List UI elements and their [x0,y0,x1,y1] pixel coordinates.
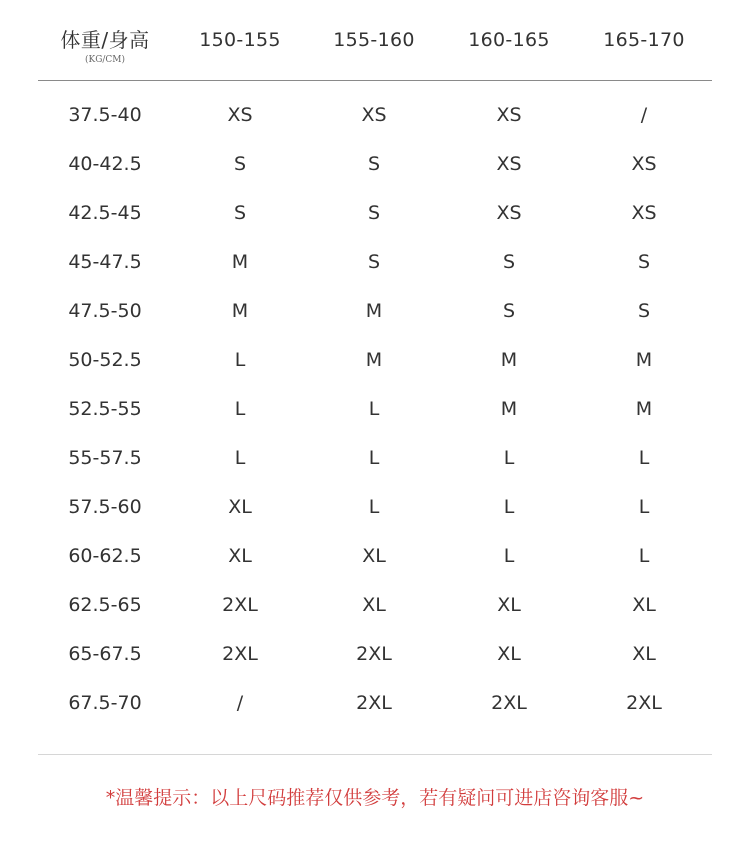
size-cell: L [638,545,650,567]
size-cell: XL [228,496,252,518]
weight-cell: 50-52.5 [68,349,142,371]
size-cell: M [231,300,249,322]
table-row [38,630,712,679]
weight-cell: 65-67.5 [68,643,142,665]
table-row [38,483,712,532]
size-cell: XL [228,545,252,567]
header-title: 体重/身高 [60,28,150,52]
table-row [38,91,712,140]
size-cell: S [502,300,516,322]
header-height-col: 160-165 [468,29,550,51]
size-cell: XS [496,153,522,175]
size-cell: S [367,202,381,224]
size-cell: 2XL [222,643,258,665]
weight-cell: 67.5-70 [68,692,142,714]
size-cell: XS [631,153,657,175]
weight-cell: 57.5-60 [68,496,142,518]
size-cell: XL [362,545,386,567]
weight-cell: 60-62.5 [68,545,142,567]
size-cell: XL [632,594,656,616]
weight-cell: 40-42.5 [68,153,142,175]
size-cell: XL [497,594,521,616]
size-cell: XS [227,104,253,126]
size-cell: XS [496,202,522,224]
size-cell: L [234,447,246,469]
size-cell: XS [496,104,522,126]
size-cell: L [503,447,515,469]
weight-cell: 62.5-65 [68,594,142,616]
size-cell: XS [361,104,387,126]
size-cell: M [500,349,518,371]
size-cell: 2XL [356,643,392,665]
size-cell: L [638,496,650,518]
size-cell: M [231,251,249,273]
weight-cell: 55-57.5 [68,447,142,469]
size-cell: S [233,153,247,175]
table-row [38,385,712,434]
size-cell: L [368,496,380,518]
header-height-col: 165-170 [603,29,685,51]
header-unit: (KG/CM) [84,55,126,65]
header-height-col: 150-155 [199,29,281,51]
size-cell: M [500,398,518,420]
size-cell: L [368,398,380,420]
table-row [38,581,712,630]
size-cell: XL [497,643,521,665]
size-cell: L [503,545,515,567]
size-cell: S [637,300,651,322]
table-row [38,532,712,581]
size-cell: XL [362,594,386,616]
bottom-divider [38,754,712,755]
weight-cell: 37.5-40 [68,104,142,126]
table-row [38,679,712,728]
table-row [38,189,712,238]
weight-cell: 45-47.5 [68,251,142,273]
size-cell: S [502,251,516,273]
size-cell: 2XL [491,692,527,714]
table-header [38,0,712,81]
size-cell: S [367,251,381,273]
size-cell: 2XL [222,594,258,616]
size-cell: 2XL [356,692,392,714]
size-cell: M [365,300,383,322]
size-cell: S [233,202,247,224]
size-cell: M [635,398,653,420]
size-cell: L [638,447,650,469]
size-chart-table [38,0,712,714]
size-cell: L [234,349,246,371]
table-body [38,91,712,728]
size-cell: L [234,398,246,420]
size-cell: 2XL [626,692,662,714]
table-row [38,140,712,189]
weight-cell: 42.5-45 [68,202,142,224]
size-cell: S [367,153,381,175]
size-cell: / [236,692,244,714]
size-cell: M [635,349,653,371]
table-row [38,238,712,287]
header-height-col: 155-160 [333,29,415,51]
size-cell: XL [632,643,656,665]
size-cell: / [640,104,648,126]
size-cell: XS [631,202,657,224]
size-cell: M [365,349,383,371]
table-row [38,287,712,336]
size-cell: L [503,496,515,518]
weight-cell: 47.5-50 [68,300,142,322]
size-cell: L [368,447,380,469]
table-row [38,434,712,483]
size-cell: S [637,251,651,273]
table-row [38,336,712,385]
weight-cell: 52.5-55 [68,398,142,420]
size-notice: *温馨提示：以上尺码推荐仅供参考，若有疑问可进店咨询客服~ [105,787,645,809]
header-weight-height [38,26,172,66]
